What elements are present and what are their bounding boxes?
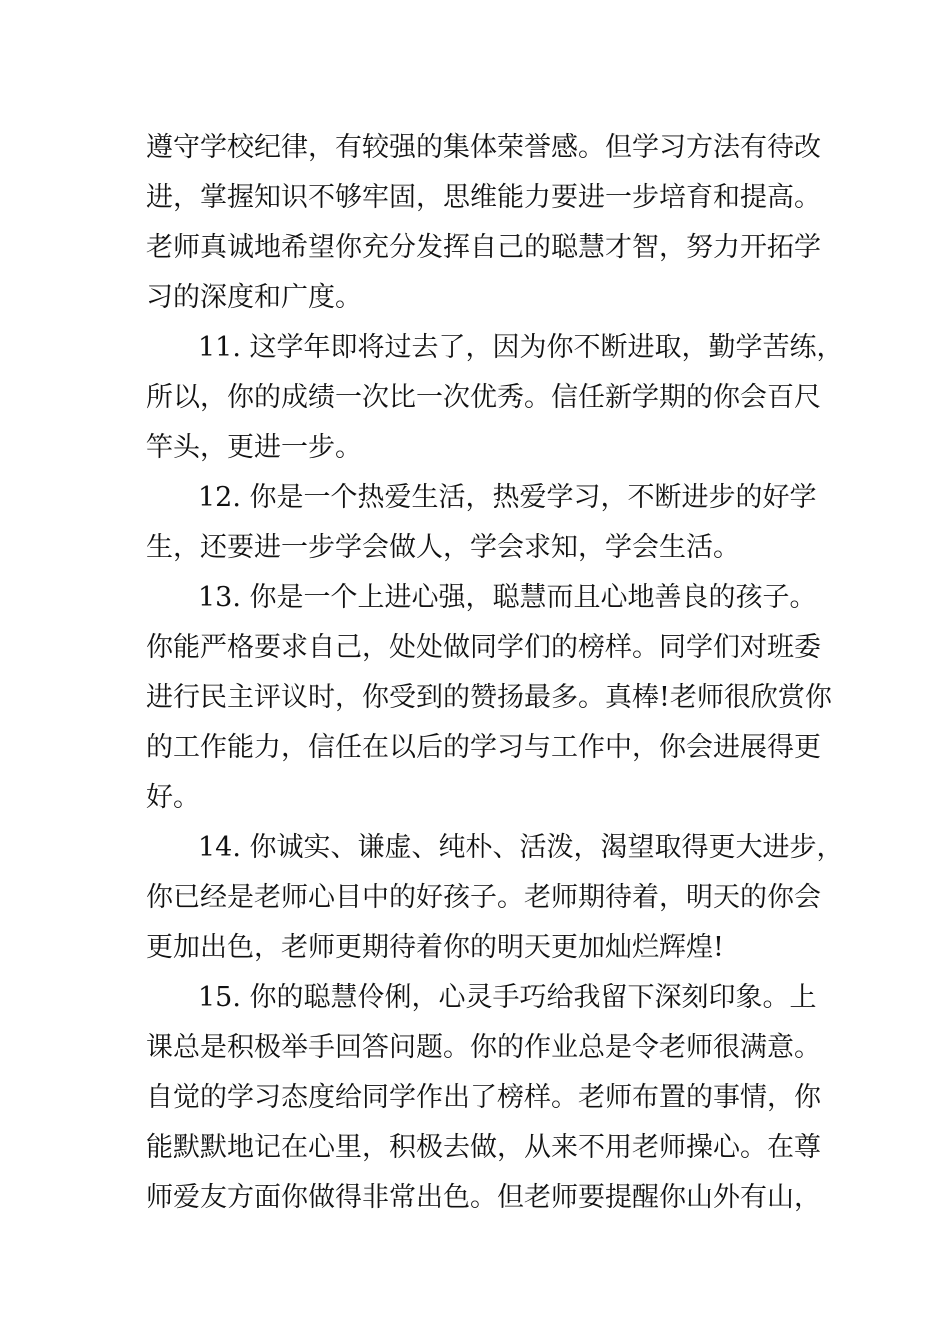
item-15-first-line: 15. 你的聪慧伶俐，心灵手巧给我留下深刻印象。上 — [198, 982, 817, 1013]
item-12-first-line: 12. 你是一个热爱生活，热爱学习，不断进步的好学 — [198, 482, 817, 513]
text-line: 老师真诚地希望你充分发挥自己的聪慧才智，努力开拓学 — [146, 232, 821, 263]
text-line: 所以，你的成绩一次比一次优秀。信任新学期的你会百尺 — [146, 382, 821, 413]
item-11-first-line: 11. 这学年即将过去了，因为你不断进取，勤学苦练， — [198, 332, 844, 363]
text-line: 自觉的学习态度给同学作出了榜样。老师布置的事情，你 — [146, 1082, 821, 1113]
text-line: 进行民主评议时，你受到的赞扬最多。真棒!老师很欣赏你 — [146, 682, 832, 713]
text-line: 更加出色，老师更期待着你的明天更加灿烂辉煌! — [146, 932, 724, 963]
text-line: 能默默地记在心里，积极去做，从来不用老师操心。在尊 — [146, 1132, 821, 1163]
text-line: 你已经是老师心目中的好孩子。老师期待着，明天的你会 — [146, 882, 821, 913]
text-line: 进，掌握知识不够牢固，思维能力要进一步培育和提高。 — [146, 182, 821, 213]
text-line: 课总是积极举手回答问题。你的作业总是令老师很满意。 — [146, 1032, 821, 1063]
text-line: 你能严格要求自己，处处做同学们的榜样。同学们对班委 — [146, 632, 821, 663]
item-13-first-line: 13. 你是一个上进心强，聪慧而且心地善良的孩子。 — [198, 582, 817, 613]
text-line: 好。 — [146, 782, 200, 813]
text-line: 习的深度和广度。 — [146, 282, 362, 313]
text-line: 竿头，更进一步。 — [146, 432, 362, 463]
text-line: 师爱友方面你做得非常出色。但老师要提醒你山外有山， — [146, 1182, 821, 1213]
text-line: 遵守学校纪律，有较强的集体荣誉感。但学习方法有待改 — [146, 132, 821, 163]
text-line: 的工作能力，信任在以后的学习与工作中，你会进展得更 — [146, 732, 821, 763]
text-line: 生，还要进一步学会做人，学会求知，学会生活。 — [146, 532, 740, 563]
item-14-first-line: 14. 你诚实、谦虚、纯朴、活泼，渴望取得更大进步， — [198, 832, 844, 863]
